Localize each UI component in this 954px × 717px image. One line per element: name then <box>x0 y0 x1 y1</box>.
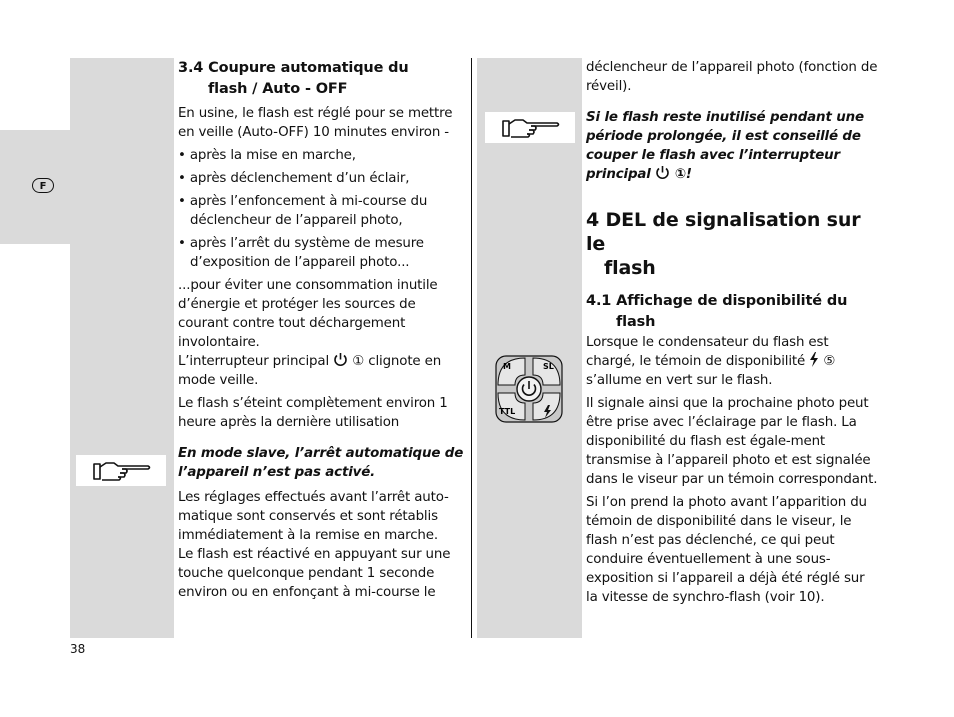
section-heading-3-4: 3.4 Coupure automatique du <box>178 60 409 76</box>
power-icon <box>333 352 348 367</box>
long-pause-note <box>586 108 878 184</box>
paragraph: Le flash est réactivé en appuyant sur une touche quelconque pendant 1 seconde environ ou en enfonçant à mi-course le <box>178 547 451 600</box>
bullet-item: • après déclenchement d’un éclair, <box>178 171 410 186</box>
left-margin-column <box>70 58 174 638</box>
note-text: Si le flash reste inutilisé pendant une période prolongée, il est conseillé de couper le flash avec l’interrupteur principal <box>586 110 864 182</box>
language-badge: F <box>32 178 54 193</box>
page-number: 38 <box>70 642 86 656</box>
section-heading-4-cont: flash <box>604 257 656 279</box>
mode-label-m: M <box>503 362 511 371</box>
paragraph: déclencheur de l’appareil photo (fonction de réveil). <box>586 60 878 94</box>
paragraph-text: clignote en mode veille. <box>178 354 442 388</box>
note-marker <box>76 455 166 486</box>
paragraph-text: Lorsque le condensateur du flash est chargé, le témoin de disponibilité <box>586 335 829 369</box>
paragraph: Il signale ainsi que la prochaine photo peut être prise avec l’éclairage par le flash. La disponibilité du flash est égale-ment transmise à l’appareil photo et est signalée dans le viseur par un témoin correspondant. <box>586 396 878 487</box>
paragraph: Le flash s’éteint complètement environ 1 heure après la dernière utilisation <box>178 396 448 430</box>
pointing-hand-icon <box>499 117 561 139</box>
circled-number: ⑤ <box>823 354 836 369</box>
circled-number: ①! <box>674 167 692 182</box>
column-divider <box>471 58 472 638</box>
slave-mode-note: En mode slave, l’arrêt automatique de l’appareil n’est pas activé. <box>178 446 464 480</box>
flash-control-panel <box>495 355 563 423</box>
power-icon <box>655 165 670 180</box>
paragraph: Si l’on prend la photo avant l’apparition du témoin de disponibilité dans le viseur, le flash n’est pas déclenché, ce qui peut conduire éventuellement à une sous-exposition si l’appareil a déjà été réglé sur la vitesse de synchro-flash (voir 10). <box>586 495 867 605</box>
mode-label-sl: SL <box>543 362 554 371</box>
circled-number: ① <box>352 354 365 369</box>
paragraph <box>178 352 464 390</box>
section-heading-4: 4 DEL de signalisation sur le <box>586 209 861 255</box>
right-text-column <box>586 58 878 607</box>
flash-bolt-icon <box>809 352 819 367</box>
bullet-item: • après la mise en marche, <box>178 148 356 163</box>
paragraph <box>586 333 878 390</box>
pointing-hand-icon <box>90 460 152 482</box>
bullet-item: • après l’arrêt du système de mesure d’exposition de l’appareil photo... <box>178 236 424 270</box>
right-margin-column <box>477 58 582 638</box>
section-heading-3-4-cont: flash / Auto - OFF <box>208 81 348 97</box>
section-heading-4-1-cont: flash <box>616 314 656 330</box>
mode-label-ttl: TTL <box>499 407 516 416</box>
note-marker <box>485 112 575 143</box>
paragraph: En usine, le flash est réglé pour se mettre en veille (Auto-OFF) 10 minutes environ - <box>178 106 453 140</box>
paragraph: Les réglages effectués avant l’arrêt auto-matique sont conservés et sont rétablis immédiatement à la remise en marche. <box>178 490 449 543</box>
section-heading-4-1: 4.1 Affichage de disponibilité du <box>586 293 848 309</box>
paragraph-text: L’interrupteur principal <box>178 354 330 369</box>
bullet-item: • après l’enfoncement à mi-course du déclencheur de l’appareil photo, <box>178 194 428 228</box>
paragraph-text: s’allume en vert sur le flash. <box>586 373 773 388</box>
left-text-column <box>178 58 464 602</box>
paragraph: ...pour éviter une consommation inutile d’énergie et protéger les sources de courant contre tout déchargement involontaire. <box>178 278 438 350</box>
